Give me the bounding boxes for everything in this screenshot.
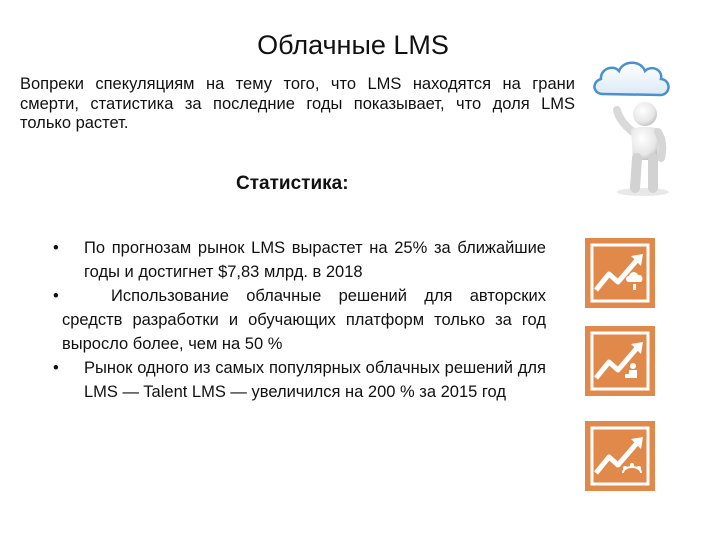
list-item [53,284,546,356]
bullet-icon: • [53,287,59,305]
statistics-list [53,236,546,404]
bullet-text: Использование облачные решений для авторских средств разработки и обучающих платформ только за год выросло более, чем на 50 % [62,287,546,353]
intro-paragraph: Вопреки спекуляциям на тему того, что LMS находятся на грани смерти, статистика за последние годы показывает, что доля LMS только растет. [20,75,575,132]
bullet-icon: • [53,239,59,257]
chart-growth-person-icon [585,326,655,396]
list-item [53,236,546,284]
chart-growth-cloud-icon [585,238,655,308]
statistics-heading: Статистика: [236,173,349,194]
bullet-icon: • [53,359,59,377]
chart-growth-network-icon [585,421,655,491]
list-item [53,356,546,404]
slide-title: Облачные LMS [257,30,449,60]
bullet-text: По прогнозам рынок LMS вырастет на 25% за ближайшие годы и достигнет $7,83 млрд. в 2018 [84,239,546,281]
bullet-text: Рынок одного из самых популярных облачных решений для LMS — Talent LMS — увеличился на 200 % за 2015 год [84,359,546,401]
person-with-cloud-icon [585,52,711,200]
